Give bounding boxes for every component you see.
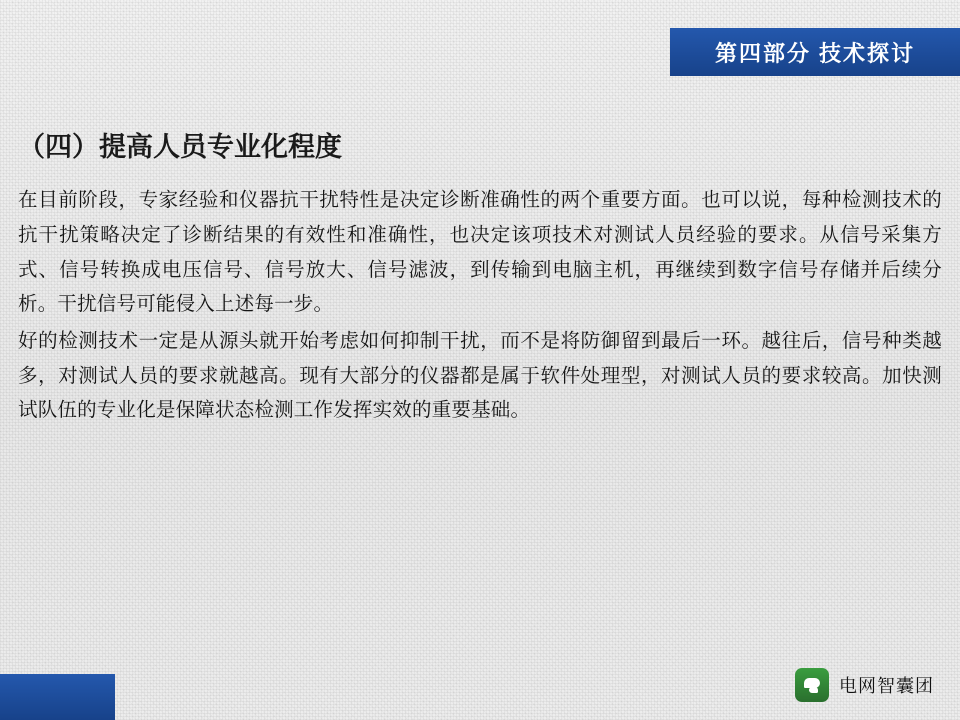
- page-title: （四）提高人员专业化程度: [18, 132, 342, 162]
- footer-accent-bar: [0, 674, 115, 720]
- leaf-logo-icon: [795, 668, 829, 702]
- footer-logo: [795, 668, 934, 702]
- slide-content: [18, 130, 942, 430]
- body-paragraph-1: 在目前阶段，专家经验和仪器抗干扰特性是决定诊断准确性的两个重要方面。也可以说，每种检测技术的抗干扰策略决定了诊断结果的有效性和准确性，也决定该项技术对测试人员经验的要求。从信号采集方式、信号转换成电压信号、信号放大、信号滤波，到传输到电脑主机，再继续到数字信号存储并后续分析。干扰信号可能侵入上述每一步。: [18, 189, 942, 316]
- footer-logo-label: 电网智囊团: [839, 676, 934, 696]
- header-banner-title: 第四部分 技术探讨: [714, 40, 916, 66]
- header-banner: [670, 28, 960, 76]
- body-paragraph-2: 好的检测技术一定是从源头就开始考虑如何抑制干扰，而不是将防御留到最后一环。越往后，信号种类越多，对测试人员的要求就越高。现有大部分的仪器都是属于软件处理型，对测试人员的要求较高。加快测试队伍的专业化是保障状态检测工作发挥实效的重要基础。: [18, 329, 942, 422]
